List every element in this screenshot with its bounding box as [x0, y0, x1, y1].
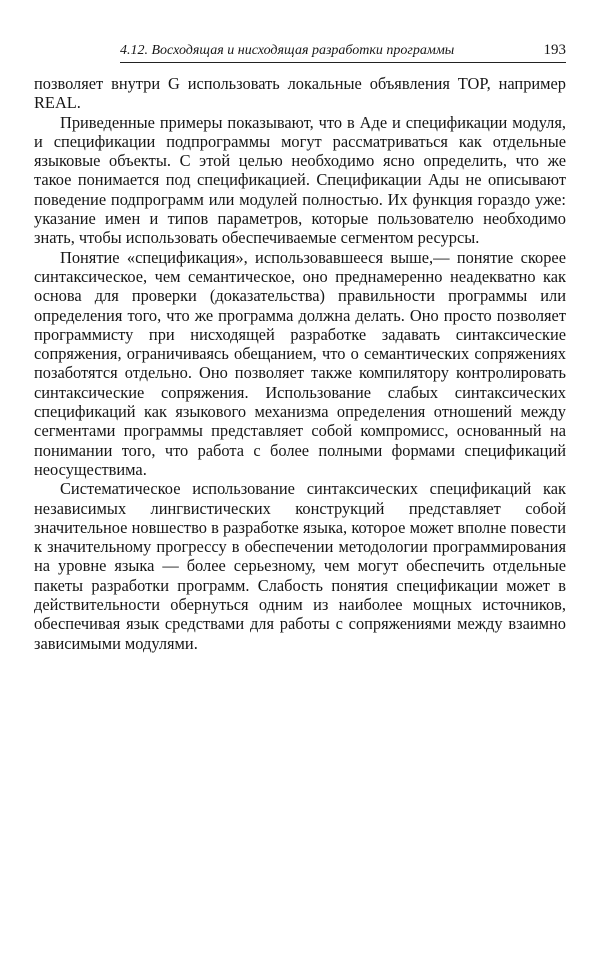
- paragraph-examples: Приведенные примеры показывают, что в Аде и спецификации модуля, и спецификации подпрограммы могут рассматриваться как отдельные языковые объекты. С этой целью необходимо ясно определить, что же такое понимается под спецификацией. Спецификации Ады не описывают поведение подпрограмм или модулей полностью. Их функция гораздо уже: указание имен и типов параметров, которые пользователю необходимо знать, чтобы использовать обеспечиваемые сегментом ресурсы.: [34, 112, 566, 248]
- body-text: [34, 74, 566, 653]
- page-number: 193: [543, 42, 566, 58]
- running-head: [120, 42, 566, 63]
- paragraph-specification-concept: Понятие «спецификация», использовавшееся выше,— понятие скорее синтаксическое, чем семантическое, оно преднамеренно неадекватно как основа для проверки (доказательства) правильности программы или определения того, что же программа должна делать. Оно просто позволяет программисту при нисходящей разработке задавать синтаксические сопряжения, ограничиваясь обещанием, что о семантических сопряжениях позаботятся отдельно. Оно позволяет также компилятору контролировать синтаксические сопряжения. Использование слабых синтаксических спецификаций как языкового механизма определения отношений между сегментами программы представляет собой компромисс, основанный на понимании того, что работа с более полными формами спецификаций неосуществима.: [34, 247, 566, 479]
- paragraph-systematic-use: Систематическое использование синтаксических спецификаций как независимых лингвистических конструкций представляет собой значительное новшество в разработке языка, которое может вполне повести к значительному прогрессу в обеспечении методологии программирования на уровне языка — более серьезному, чем могут обеспечить отдельные пакеты разработки программ. Слабость понятия спецификации может в действительности обернуться одним из наиболее мощных источников, обеспечивая язык средствами для работы с сопряжениями между взаимно зависимыми модулями.: [34, 479, 566, 653]
- paragraph-continuation: позволяет внутри G использовать локальные объявления TOP, например REAL.: [34, 74, 566, 113]
- book-page: [34, 0, 566, 968]
- running-title: 4.12. Восходящая и нисходящая разработки программы: [120, 43, 455, 58]
